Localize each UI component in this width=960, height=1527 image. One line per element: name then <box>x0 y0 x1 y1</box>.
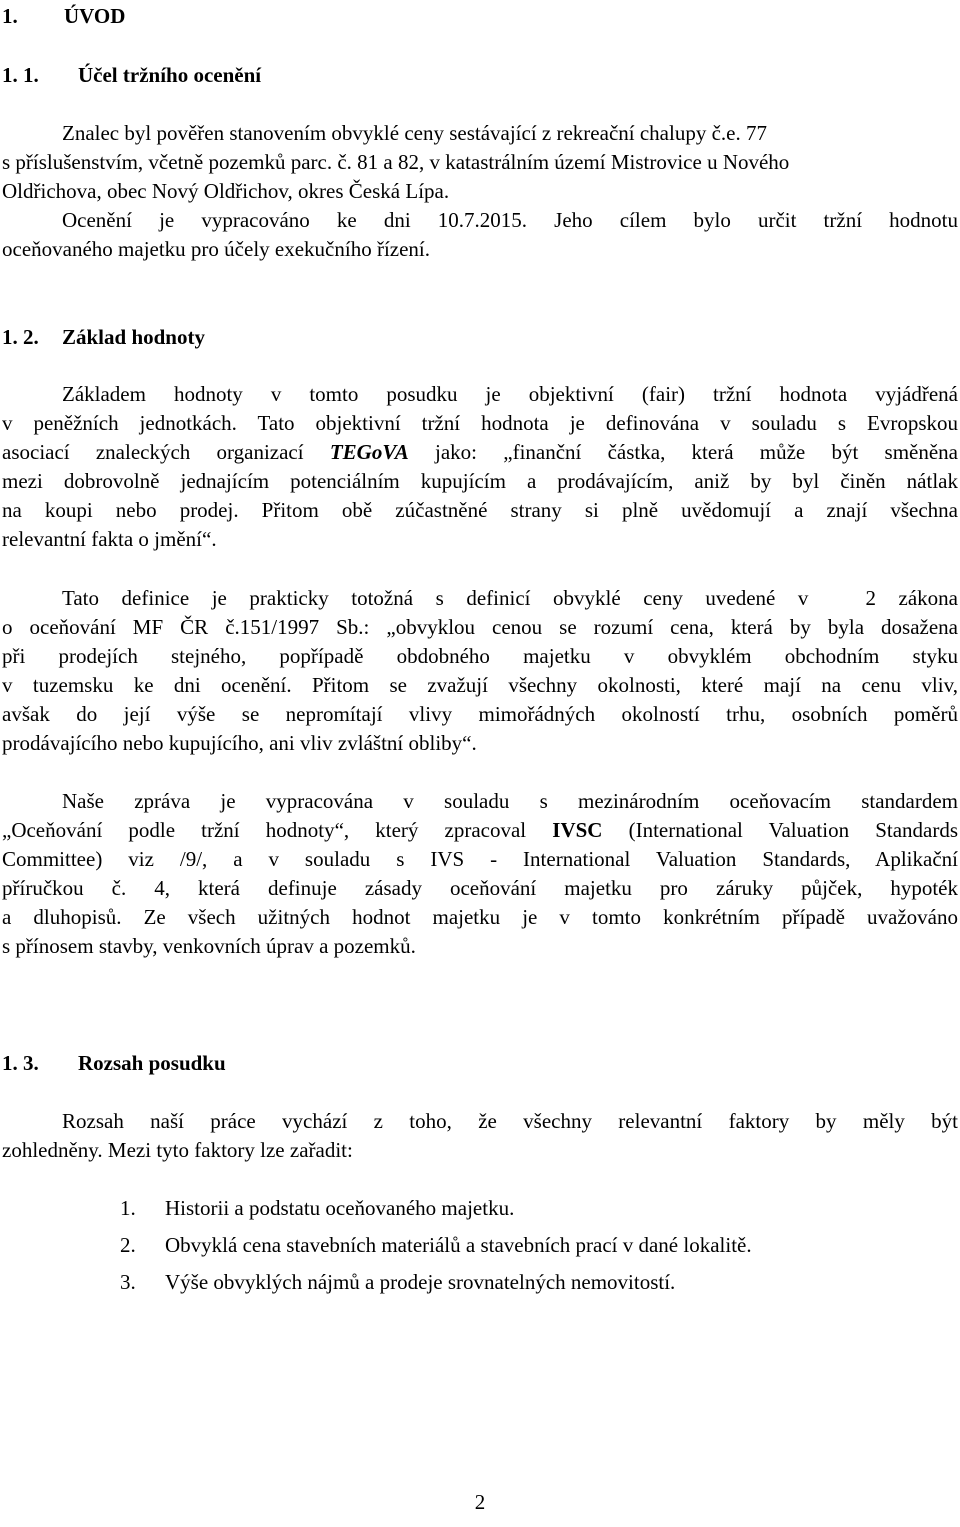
heading-1-title: ÚVOD <box>64 4 126 28</box>
p2-line-3-part-b: jako: „finanční částka, která může být směněna <box>435 440 958 464</box>
heading-1-number: 1. <box>2 4 18 28</box>
p3-line-5: avšak do její výše se nepromítají vlivy mimořádných okolností trhu, osobních poměrů <box>2 702 958 726</box>
list-item-3-text: Výše obvyklých nájmů a prodeje srovnatelných nemovitostí. <box>165 1270 676 1294</box>
list-item-2-text: Obvyklá cena stavebních materiálů a stavebních prací v dané lokalitě. <box>165 1233 752 1257</box>
page-number: 2 <box>474 1490 486 1514</box>
p1-line-4: Ocenění je vypracováno ke dni 10.7.2015. Jeho cílem bylo určit tržní hodnotu <box>62 208 958 232</box>
p1-line-3: Oldřichova, obec Nový Oldřichov, okres Česká Lípa. <box>2 179 450 203</box>
p3-line-1-part-b: 2 zákona <box>865 586 959 610</box>
p4-line-5: a dluhopisů. Ze všech užitných hodnot majetku je v tomto konkrétním případě uvažováno <box>2 905 958 929</box>
heading-1-1-title: Účel tržního ocenění <box>78 63 262 87</box>
list-item-2-number: 2. <box>120 1233 136 1257</box>
heading-1-2-number: 1. 2. <box>2 325 39 349</box>
p4-line-2-part-b: (International Valuation Standards <box>628 818 959 842</box>
p4-line-2-part-a: „Oceňování podle tržní hodnoty“, který zpracoval <box>2 818 527 842</box>
p2-line-2: v peněžních jednotkách. Tato objektivní tržní hodnota je definována v souladu s Evropskou <box>2 411 958 435</box>
heading-1-2-title: Základ hodnoty <box>62 325 205 349</box>
p4-line-6: s přínosem stavby, venkovních úprav a pozemků. <box>2 934 416 958</box>
list-item-1-text: Historii a podstatu oceňovaného majetku. <box>165 1196 515 1220</box>
tegova-emphasis: TEGoVA <box>329 440 409 464</box>
heading-1-3-number: 1. 3. <box>2 1051 39 1075</box>
ivsc-emphasis: IVSC <box>552 818 603 842</box>
p1-line-1: Znalec byl pověřen stanovením obvyklé ceny sestávající z rekreační chalupy č.e. 77 <box>62 121 767 145</box>
list-item-3-number: 3. <box>120 1270 136 1294</box>
p4-line-4: příručkou č. 4, která definuje zásady oceňování majetku pro záruky půjček, hypoték <box>2 876 958 900</box>
p2-line-5: na koupi nebo prodej. Přitom obě zúčastněné strany si plně uvědomují a znají všechna <box>2 498 958 522</box>
p1-line-5: oceňovaného majetku pro účely exekučního řízení. <box>2 237 430 261</box>
p3-line-2: o oceňování MF ČR č.151/1997 Sb.: „obvyklou cenou se rozumí cena, která by byla dosažena <box>2 615 958 639</box>
p2-line-3-part-a: asociací znaleckých organizací <box>2 440 304 464</box>
p4-line-3: Committee) viz /9/, a v souladu s IVS - International Valuation Standards, Aplikační <box>2 847 958 871</box>
p2-line-1: Základem hodnoty v tomto posudku je objektivní (fair) tržní hodnota vyjádřená <box>62 382 958 406</box>
p2-line-6: relevantní fakta o jmění“. <box>2 527 217 551</box>
p5-line-2: zohledněny. Mezi tyto faktory lze zařadit: <box>2 1138 353 1162</box>
p4-line-1: Naše zpráva je vypracována v souladu s mezinárodním oceňovacím standardem <box>62 789 958 813</box>
p2-line-4: mezi dobrovolně jednajícím potenciálním kupujícím a prodávajícím, aniž by byl činěn nátlak <box>2 469 958 493</box>
p3-line-6: prodávajícího nebo kupujícího, ani vliv zvláštní obliby“. <box>2 731 477 755</box>
list-item-1-number: 1. <box>120 1196 136 1220</box>
p1-line-2: s příslušenstvím, včetně pozemků parc. č. 81 a 82, v katastrálním území Mistrovice u Nového <box>2 150 790 174</box>
p5-line-1: Rozsah naší práce vychází z toho, že všechny relevantní faktory by měly být <box>62 1109 958 1133</box>
p3-line-3: při prodejích stejného, popřípadě obdobného majetku v obvyklém obchodním styku <box>2 644 958 668</box>
heading-1-3-title: Rozsah posudku <box>78 1051 226 1075</box>
p2-line-3 <box>2 438 958 467</box>
p3-line-4: v tuzemsku ke dni ocenění. Přitom se zvažují všechny okolnosti, které mají na cenu vliv, <box>2 673 958 697</box>
heading-1-1-number: 1. 1. <box>2 63 39 87</box>
p4-line-2 <box>2 816 958 845</box>
p3-line-1 <box>62 584 958 613</box>
p3-line-1-part-a: Tato definice je prakticky totožná s definicí obvyklé ceny uvedené v <box>62 586 809 610</box>
